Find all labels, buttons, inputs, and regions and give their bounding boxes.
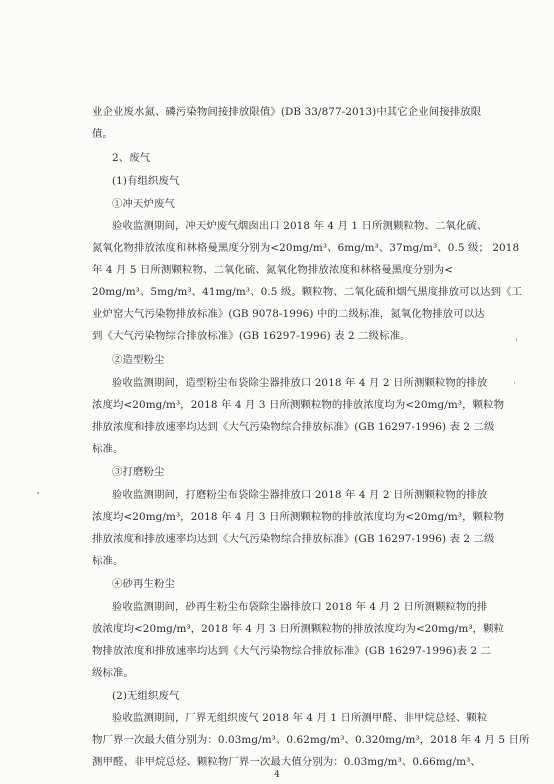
text-line: 测甲醛、非甲烷总烃、颗粒物厂界一次最大值分别为：0.03mg/m³、0.66mg/m³、 xyxy=(92,756,481,768)
text-line: 验收监测期间，厂界无组织废气 2018 年 4 月 1 日所测甲醛、非甲烷总烃、颗粒 xyxy=(112,712,488,724)
item-heading: ①冲天炉废气 xyxy=(112,198,175,210)
page-number: 4 xyxy=(274,770,280,780)
text-line: 级标准。 xyxy=(92,667,134,679)
text-line: 放浓度均<20mg/m³，2018 年 4 月 3 日所测颗粒物的排放浓度均为<20mg/m³，颗粒 xyxy=(92,623,505,635)
subsection-heading: (1)有组织废气 xyxy=(112,175,180,187)
section-heading: 2、废气 xyxy=(112,152,151,164)
text-line: 排放浓度和排放速率均达到《大气污染物综合排放标准》(GB 16297-1996) 表 2 二级 xyxy=(92,421,495,433)
subsection-heading: (2)无组织废气 xyxy=(112,690,180,702)
text-line: 业炉窑大气污染物排放标准》(GB 9078-1996) 中的二级标准，氮氧化物排放可以达 xyxy=(92,308,485,320)
text-line: 年 4 月 5 日所测颗粒物、二氧化硫、氮氧化物排放浓度和林格曼黑度分别为< xyxy=(92,264,454,276)
text-line: 验收监测期间，造型粉尘布袋除尘器排放口 2018 年 4 月 2 日所测颗粒物的排放 xyxy=(112,377,488,389)
item-heading: ②造型粉尘 xyxy=(112,354,165,366)
text-line: 到《大气污染物综合排放标准》(GB 16297-1996) 表 2 二级标准。 xyxy=(92,330,411,342)
text-line: 氮氧化物排放浓度和林格曼黑度分别为<20mg/m³、6mg/m³、37mg/m³、0.5 级； 2018 xyxy=(92,242,520,254)
text-line: 浓度均<20mg/m³，2018 年 4 月 3 日所测颗粒物的排放浓度均为<20mg/m³，颗粒物 xyxy=(92,399,505,411)
item-heading: ④砂再生粉尘 xyxy=(112,578,175,590)
text-line: 20mg/m³、5mg/m³、41mg/m³、0.5 级。颗粒物、二氧化硫和烟气黑度排放可以达到《工 xyxy=(92,286,523,298)
text-line: 物排放浓度和排放速率均达到《大气污染物综合排放标准》(GB 16297-1996)表 2 二 xyxy=(92,645,492,657)
text-line: 验收监测期间，打磨粉尘布袋除尘器排放口 2018 年 4 月 2 日所测颗粒物的排放 xyxy=(112,489,488,501)
text-line: 浓度均<20mg/m³，2018 年 4 月 3 日所测颗粒物的排放浓度均为<20mg/m³，颗粒物 xyxy=(92,511,505,523)
text-line: 标准。 xyxy=(92,555,124,567)
text-line: 排放浓度和排放速率均达到《大气污染物综合排放标准》(GB 16297-1996) 表 2 二级 xyxy=(92,533,495,545)
scan-speck xyxy=(514,382,515,384)
text-line: 值。 xyxy=(92,128,113,140)
text-line: 物厂界一次最大值分别为：0.03mg/m³、0.62mg/m³、0.320mg/m³，2018 年 4 月 5 日所 xyxy=(92,734,530,746)
text-line: 验收监测期间，砂再生粉尘布袋除尘器排放口 2018 年 4 月 2 日所测颗粒物的排 xyxy=(112,601,488,613)
scan-speck xyxy=(37,492,39,494)
text-line: 验收监测期间，冲天炉废气烟囱出口 2018 年 4 月 1 日所测颗粒物、二氧化硫、 xyxy=(112,220,488,232)
text-line: 标准。 xyxy=(92,443,124,455)
item-heading: ③打磨粉尘 xyxy=(112,466,165,478)
scan-speck xyxy=(516,338,517,341)
text-line: 业企业废水氮、磷污染物间接排放限值》(DB 33/877-2013)中其它企业间接排放限 xyxy=(92,106,482,118)
